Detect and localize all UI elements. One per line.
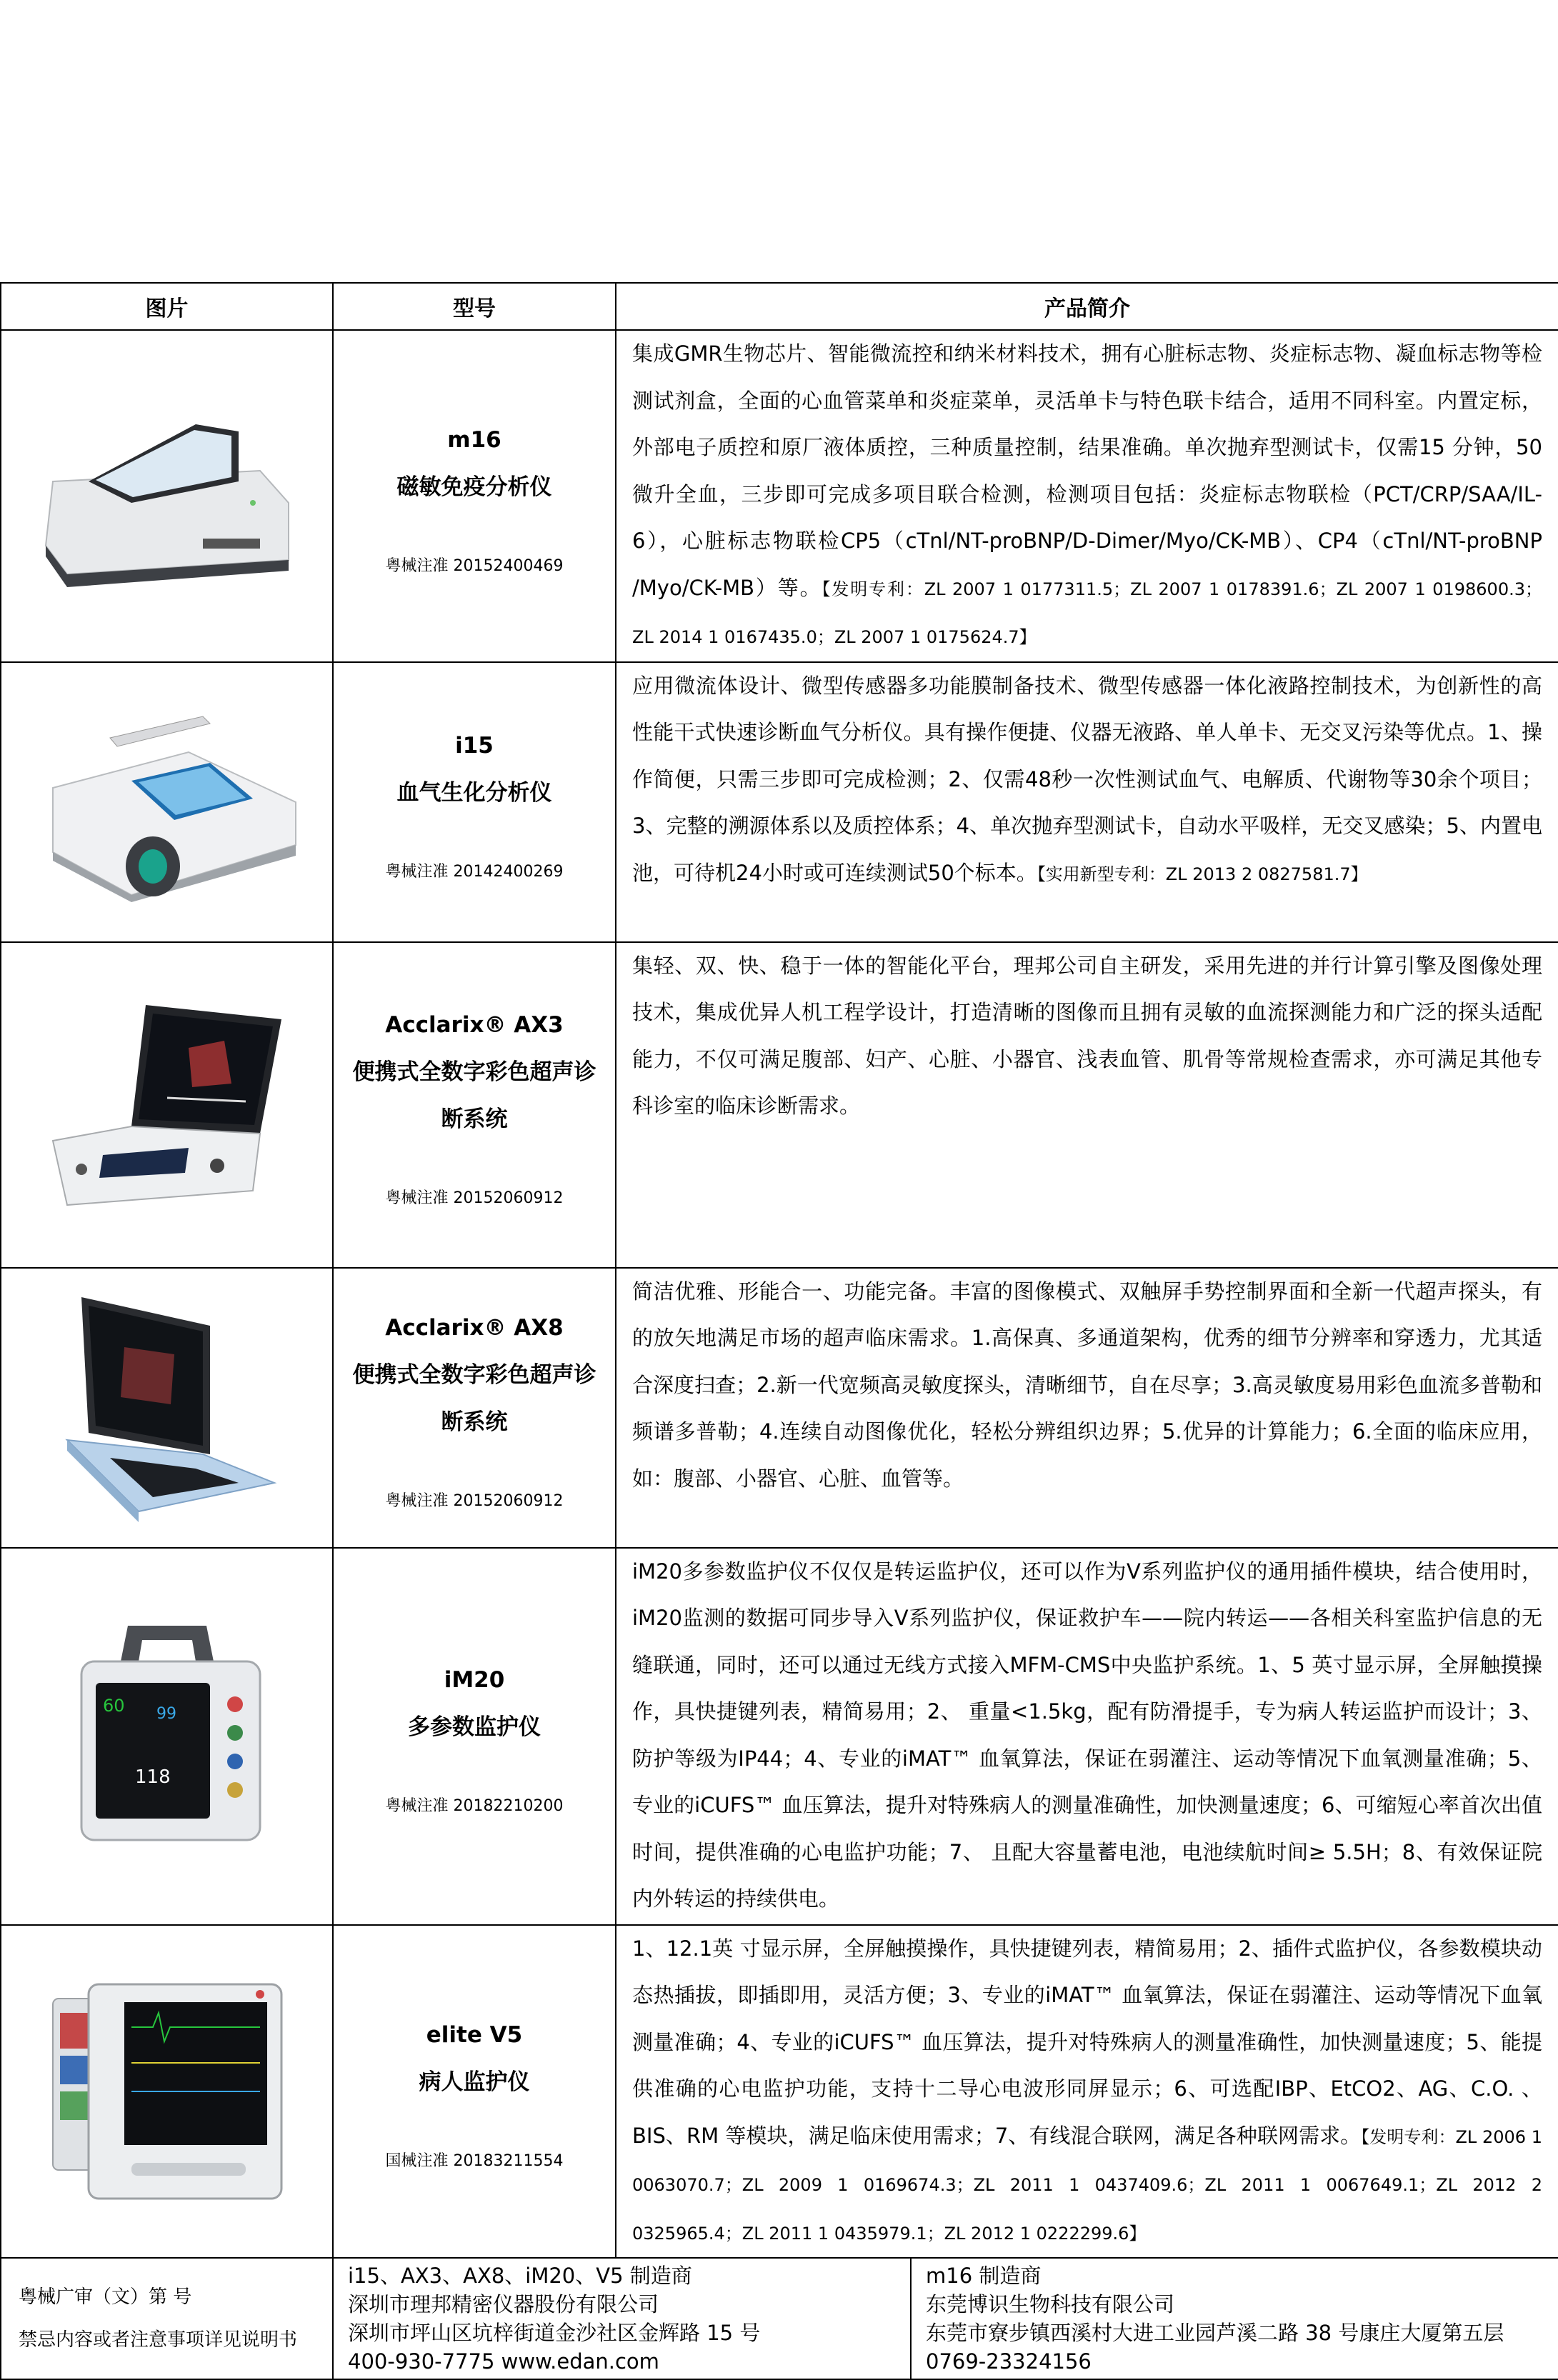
- model-name: 病人监护仪: [419, 2069, 530, 2096]
- patent-text: 【实用新型专利：ZL 2013 2 0827581.7】: [1037, 864, 1368, 884]
- description-cell: [616, 662, 1558, 942]
- table-row: [1, 1925, 1558, 2259]
- model-code: Acclarix® AX3: [385, 1012, 564, 1038]
- table-row: [1, 1268, 1558, 1548]
- model-name: 便携式全数字彩色超声诊断系统: [352, 1362, 596, 1435]
- manufacturer-address: 东莞市寮步镇西溪村大进工业园芦溪二路 38 号康庄大厦第五层: [926, 2321, 1504, 2345]
- footer-manufacturers-cell: [333, 2258, 1558, 2379]
- manufacturer-name: 东莞博识生物科技有限公司: [926, 2292, 1175, 2316]
- manufacturer-contact: 0769-23324156: [926, 2349, 1092, 2374]
- manufacturer-edan: [334, 2259, 911, 2379]
- manufacturer-products: m16 制造商: [926, 2264, 1042, 2288]
- model-name: 便携式全数字彩色超声诊断系统: [352, 1059, 596, 1132]
- header-model: 型号: [333, 283, 616, 330]
- description-cell: [616, 1548, 1558, 1925]
- description-text: 集轻、双、快、稳于一体的智能化平台，理邦公司自主研发，采用先进的并行计算引擎及图像处理技术，集成优异人机工程学设计，打造清晰的图像而且拥有灵敏的血流探测能力和广泛的探头适配能力，不仅可满足腹部、妇产、心脏、小器官、浅表血管、肌骨等常规检查需求，亦可满足其他专科诊室的临床诊断需求。: [632, 953, 1542, 1118]
- svg-text:118: 118: [134, 1766, 171, 1788]
- table-row: [1, 1548, 1558, 1925]
- registration-number: 粤械注准 20142400269: [385, 863, 564, 881]
- model-code: m16: [447, 426, 501, 453]
- description-text: 简洁优雅、形能合一、功能完备。丰富的图像模式、双触屏手势控制界面和全新一代超声探头，有的放矢地满足市场的超声临床需求。1.高保真、多通道架构，优秀的细节分辨率和穿透力，尤其适合深度扫查；2.新一代宽频高灵敏度探头，清晰细节，自在尽享；3.高灵敏度易用彩色血流多普勒和频谱多普勒；4.连续自动图像优化，轻松分辨组织边界；5.优异的计算能力；6.全面的临床应用，如：腹部、小器官、心脏、血管等。: [632, 1279, 1542, 1491]
- patent-text: 【发明专利：ZL 2007 1 0177311.5；ZL 2007 1 0178391.6；ZL 2007 1 0198600.3； ZL 2014 1 0167435.0；ZL 2007 1 0175624.7】: [632, 579, 1542, 647]
- model-cell: [333, 1548, 616, 1925]
- manufacturer-boshi: [911, 2259, 1558, 2379]
- model-name: 多参数监护仪: [408, 1714, 541, 1740]
- model-cell: [333, 1268, 616, 1548]
- registration-number: 国械注准 20183211554: [385, 2152, 564, 2171]
- product-image-cell: [1, 1925, 333, 2259]
- model-code: elite V5: [426, 2022, 523, 2049]
- footer-notice-cell: [1, 2258, 333, 2379]
- manufacturer-table: [334, 2259, 1558, 2379]
- description-cell: [616, 1925, 1558, 2259]
- header-description: 产品简介: [616, 283, 1558, 330]
- description-text: 1、12.1英 寸显示屏，全屏触摸操作，具快捷键列表，精简易用；2、插件式监护仪，各参数模块动态热插拔，即插即用，灵活方便；3、专业的iMAT™ 血氧算法，保证在弱灌注、运动等情况下血氧测量准确；4、专业的iCUFS™ 血压算法，提升对特殊病人的测量准确性，加快测量速度；5、能提供准确的心电监护功能，支持十二导心电波形同屏显示；6、可选配IBP、EtCO2、AG、C.O. 、BIS、RM 等模块，满足临床使用需求；7、有线混合联网，满足各种联网需求。: [632, 1936, 1542, 2148]
- product-image-cell: [1, 1268, 333, 1548]
- immunoassay-analyzer-image: [24, 403, 310, 589]
- model-cell: [333, 942, 616, 1268]
- ultrasound-ax8-image: [39, 1290, 296, 1526]
- model-code: i15: [455, 733, 494, 759]
- table-header-row: [1, 283, 1558, 330]
- ultrasound-ax3-image: [39, 991, 296, 1219]
- footer-row: [1, 2258, 1558, 2379]
- description-cell: [616, 1268, 1558, 1548]
- warning-text: 禁忌内容或者注意事项详见说明书: [19, 2329, 298, 2351]
- manufacturer-name: 深圳市理邦精密仪器股份有限公司: [348, 2292, 659, 2316]
- registration-number: 粤械注准 20152060912: [385, 1189, 564, 1207]
- model-cell: [333, 1925, 616, 2259]
- product-image-cell: [1, 942, 333, 1268]
- portable-monitor-image: [49, 1619, 285, 1854]
- registration-number: 粤械注准 20152060912: [385, 1492, 564, 1510]
- model-name: 磁敏免疫分析仪: [396, 474, 552, 500]
- description-text: 应用微流体设计、微型传感器多功能膜制备技术、微型传感器一体化液路控制技术，为创新性的高性能干式快速诊断血气分析仪。具有操作便捷、仪器无液路、单人单卡、无交叉污染等优点。1、操作简便，只需三步即可完成检测；2、仅需48秒一次性测试血气、电解质、代谢物等30余个项目；3、完整的溯源体系以及质控体系；4、单次抛弃型测试卡，自动水平吸样，无交叉感染；5、内置电池，可待机24小时或可连续测试50个标本。: [632, 673, 1542, 885]
- model-code: iM20: [444, 1667, 505, 1693]
- manufacturer-contact: 400-930-7775 www.edan.com: [348, 2349, 659, 2374]
- table-row: [1, 662, 1558, 942]
- blood-gas-analyzer-image: [24, 702, 310, 902]
- description-cell: [616, 942, 1558, 1268]
- patent-text: 【发明专利：ZL 2006 1 0063070.7；ZL 2009 1 0169674.3；ZL 2011 1 0437409.6；ZL 2011 1 0067649.1；ZL 2012 2 0325965.4；ZL 2011 1 0435979.1；ZL 2012 1 0222299.6】: [632, 2126, 1543, 2244]
- model-cell: [333, 662, 616, 942]
- patient-monitor-image: [46, 1970, 289, 2213]
- model-name: 血气生化分析仪: [396, 780, 552, 806]
- product-table: [0, 282, 1558, 2380]
- registration-number: 粤械注准 20152400469: [385, 556, 564, 575]
- product-image-cell: [1, 662, 333, 942]
- table-row: [1, 330, 1558, 662]
- ad-approval-number: 粤械广审（文）第 号: [19, 2286, 192, 2308]
- header-image: 图片: [1, 283, 333, 330]
- description-text: iM20多参数监护仪不仅仅是转运监护仪，还可以作为V系列监护仪的通用插件模块，结合使用时，iM20监测的数据可同步导入V系列监护仪，保证救护车——院内转运——各相关科室监护信息的无缝联通，同时，还可以通过无线方式接入MFM-CMS中央监护系统。1、5 英寸显示屏，全屏触摸操作，具快捷键列表，精简易用；2、 重量<1.5kg，配有防滑提手，专为病人转运监护而设计；3、 防护等级为IP44；4、专业的iMAT™ 血氧算法，保证在弱灌注、运动等情况下血氧测量准确；5、专业的iCUFS™ 血压算法，提升对特殊病人的测量准确性，加快测量速度；6、可缩短心率首次出值时间，提供准确的心电监护功能；7、 且配大容量蓄电池，电池续航时间≥ 5.5H；8、有效保证院内外转运的持续供电。: [632, 1559, 1542, 1911]
- registration-number: 粤械注准 20182210200: [385, 1797, 564, 1815]
- product-image-cell: [1, 330, 333, 662]
- table-row: [1, 942, 1558, 1268]
- description-cell: [616, 330, 1558, 662]
- description-text: 集成GMR生物芯片、智能微流控和纳米材料技术，拥有心脏标志物、炎症标志物、凝血标志物等检测试剂盒，全面的心血管菜单和炎症菜单，灵活单卡与特色联卡结合，适用不同科室。内置定标，外部电子质控和原厂液体质控，三种质量控制，结果准确。单次抛弃型测试卡，仅需15 分钟，50 微升全血，三步即可完成多项目联合检测，检测项目包括：炎症标志物联检（PCT/CRP/SAA/IL-6），心脏标志物联检CP5（cTnl/NT-proBNP/D-Dimer/Myo/CK-MB）、CP4（cTnl/NT-proBNP /Myo/CK-MB）等。: [632, 341, 1542, 600]
- svg-text:99: 99: [156, 1704, 176, 1723]
- model-code: Acclarix® AX8: [385, 1315, 564, 1341]
- manufacturer-address: 深圳市坪山区坑梓街道金沙社区金辉路 15 号: [348, 2321, 761, 2345]
- manufacturer-products: i15、AX3、AX8、iM20、V5 制造商: [348, 2264, 692, 2288]
- product-image-cell: [1, 1548, 333, 1925]
- svg-text:60: 60: [102, 1695, 125, 1716]
- model-cell: [333, 330, 616, 662]
